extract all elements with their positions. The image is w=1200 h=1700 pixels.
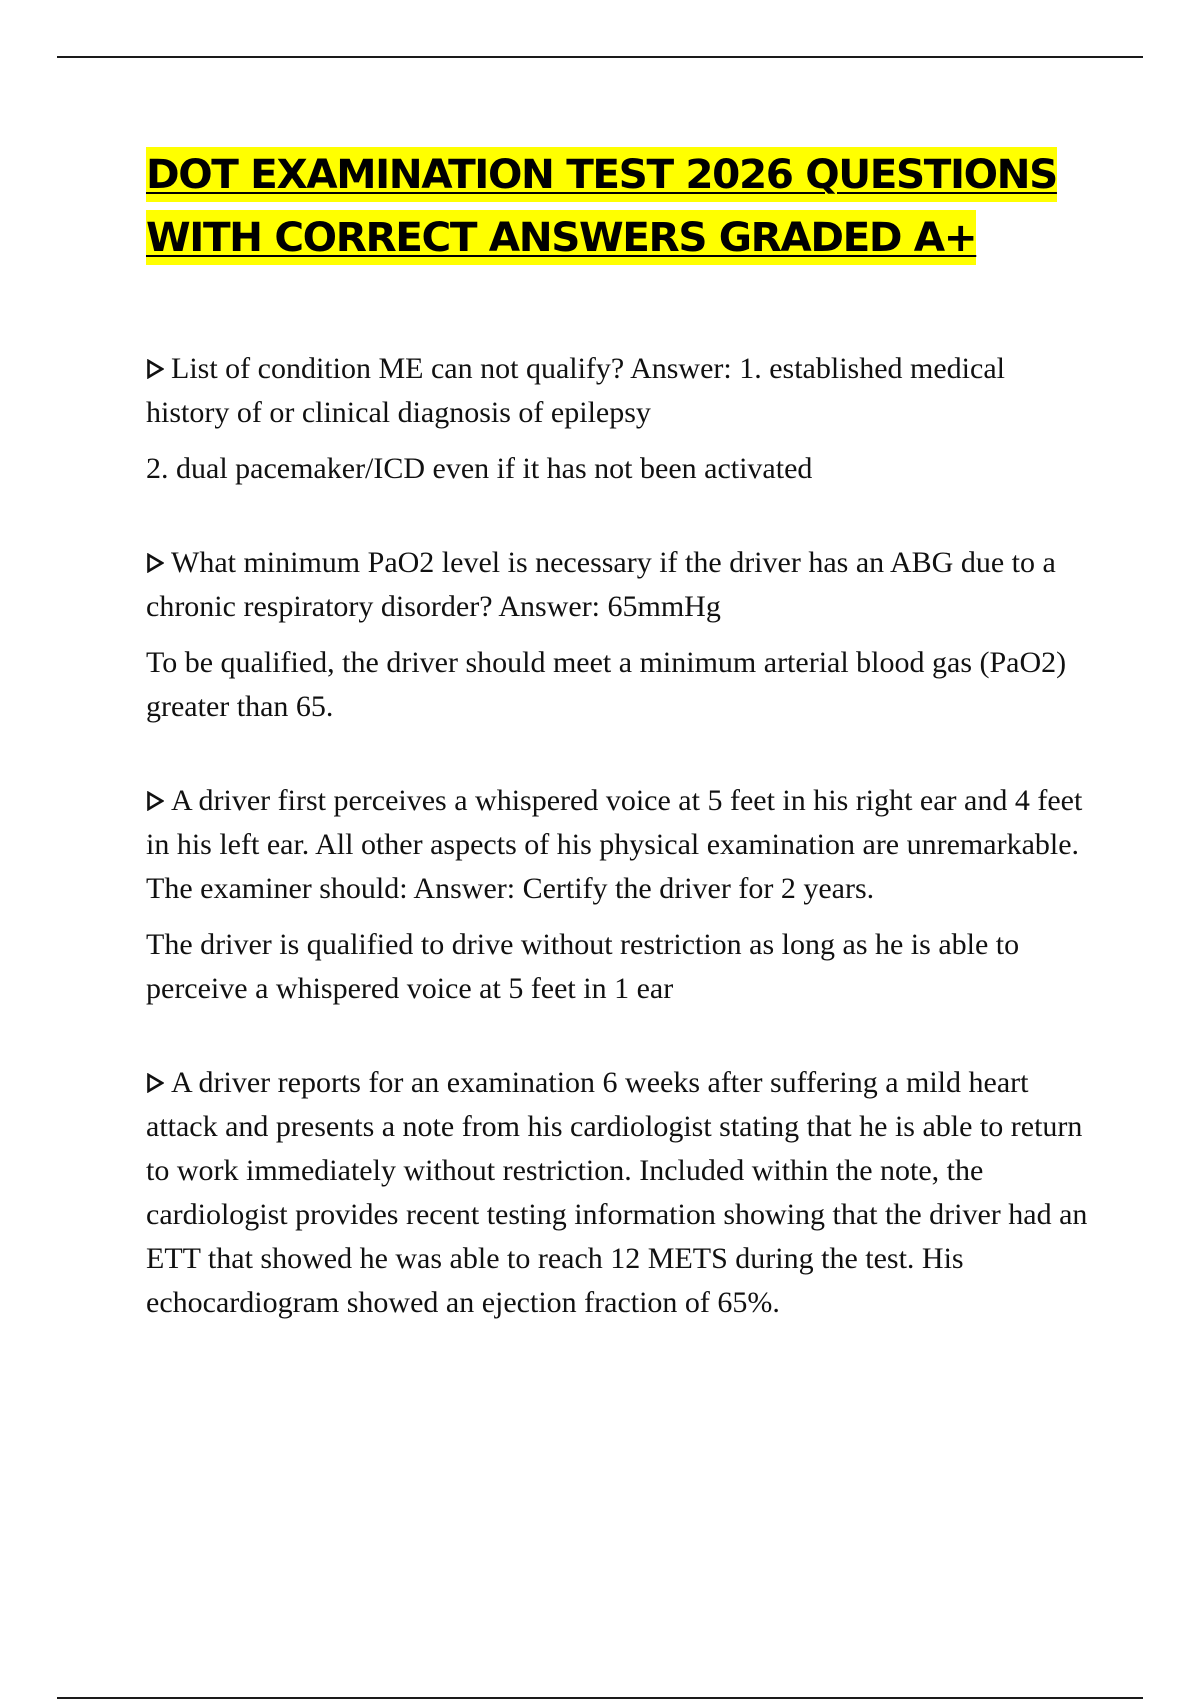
- qa-item-1: [146, 347, 1092, 491]
- triangle-right-outline-icon: [146, 359, 164, 379]
- answer-note-3: The driver is qualified to drive without restriction as long as he is able to perceive a whispered voice at 5 feet in 1 ear: [146, 928, 1020, 1005]
- question-1: [146, 347, 1092, 435]
- question-2-text: What minimum PaO2 level is necessary if the driver has an ABG due to a chronic respiratory disorder? Answer: 65mmHg: [146, 546, 1056, 623]
- bottom-rule: [57, 1697, 1143, 1699]
- document-body: [146, 143, 1092, 1375]
- question-2: [146, 541, 1092, 629]
- question-4-text: A driver reports for an examination 6 weeks after suffering a mild heart attack and presents a note from his cardiologist stating that he is able to return to work immediately without restriction. Included within the note, the cardiologist provides recent testing information showing that the driver had an ETT that showed he was able to reach 12 METS during the test. His echocardiogram showed an ejection fraction of 65%.: [146, 1066, 1088, 1319]
- question-3-text: A driver first perceives a whispered voice at 5 feet in his right ear and 4 feet in his left ear. All other aspects of his physical examination are unremarkable. The examiner should: Answer: Certify the driver for 2 years.: [146, 784, 1083, 905]
- question-3: [146, 779, 1092, 911]
- question-1-text: List of condition ME can not qualify? Answer: 1. established medical history of or clinical diagnosis of epilepsy: [146, 352, 1005, 429]
- top-rule: [57, 56, 1143, 58]
- title-line-2: WITH CORRECT ANSWERS GRADED A+: [146, 210, 976, 265]
- answer-note-1: 2. dual pacemaker/ICD even if it has not been activated: [146, 452, 813, 485]
- document-title: [146, 143, 1092, 269]
- triangle-right-outline-icon: [146, 791, 164, 811]
- qa-item-3: [146, 779, 1092, 1011]
- qa-item-2: [146, 541, 1092, 729]
- qa-item-4: [146, 1061, 1092, 1325]
- triangle-right-outline-icon: [146, 1073, 164, 1093]
- triangle-right-outline-icon: [146, 553, 164, 573]
- answer-note-2: To be qualified, the driver should meet a minimum arterial blood gas (PaO2) greater than 65.: [146, 646, 1067, 723]
- question-4: [146, 1061, 1092, 1325]
- title-line-1: DOT EXAMINATION TEST 2026 QUESTIONS: [146, 147, 1057, 202]
